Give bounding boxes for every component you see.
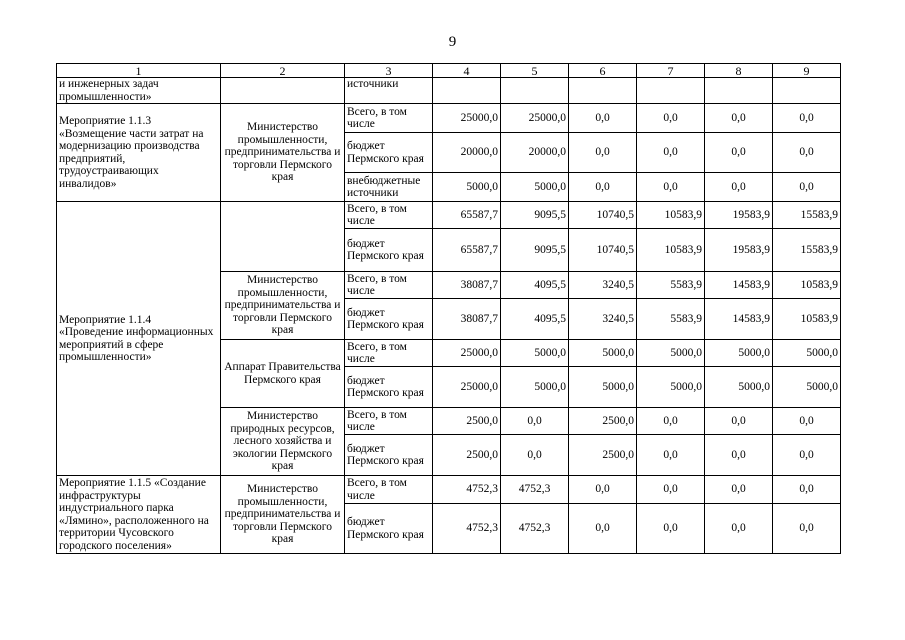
value-cell: 4752,3 — [433, 504, 501, 554]
empty-cell — [705, 78, 773, 104]
value-cell: 4752,3 — [433, 476, 501, 504]
value-cell: 0,0 — [637, 104, 705, 133]
value-cell: 4752,3 — [501, 476, 569, 504]
value-cell: 4752,3 — [501, 504, 569, 554]
value-cell: 4095,5 — [501, 299, 569, 340]
value-cell: 65587,7 — [433, 229, 501, 272]
value-cell: 15583,9 — [773, 202, 841, 229]
empty-cell — [569, 78, 637, 104]
value-cell: 0,0 — [637, 133, 705, 173]
source-cell: бюджет Пермского края — [345, 133, 433, 173]
value-cell: 0,0 — [773, 504, 841, 554]
value-cell: 0,0 — [569, 504, 637, 554]
value-cell: 20000,0 — [501, 133, 569, 173]
value-cell: 0,0 — [569, 476, 637, 504]
header-cell: 8 — [705, 64, 773, 78]
value-cell: 14583,9 — [705, 299, 773, 340]
value-cell: 0,0 — [705, 435, 773, 476]
value-cell: 0,0 — [501, 408, 569, 435]
header-cell: 4 — [433, 64, 501, 78]
value-cell: 0,0 — [773, 435, 841, 476]
value-cell: 2500,0 — [569, 408, 637, 435]
value-cell: 4095,5 — [501, 272, 569, 299]
source-cell: Всего, в том числе — [345, 104, 433, 133]
value-cell: 0,0 — [773, 408, 841, 435]
source-cell: внебюджетные источники — [345, 173, 433, 202]
value-cell: 0,0 — [637, 173, 705, 202]
value-cell: 5000,0 — [501, 367, 569, 408]
value-cell: 65587,7 — [433, 202, 501, 229]
value-cell: 9095,5 — [501, 202, 569, 229]
empty-cell — [221, 202, 345, 272]
organization-cell: Аппарат Правительства Пермского края — [221, 340, 345, 408]
value-cell: 5000,0 — [773, 340, 841, 367]
value-cell: 25000,0 — [433, 367, 501, 408]
value-cell: 0,0 — [637, 435, 705, 476]
header-cell: 6 — [569, 64, 637, 78]
header-cell: 2 — [221, 64, 345, 78]
activity-name-cell: Мероприятие 1.1.3 «Возмещение части затрат на модернизацию производства предприятий, трудоустраивающих инвалидов» — [57, 104, 221, 202]
source-cell: Всего, в том числе — [345, 272, 433, 299]
value-cell: 0,0 — [705, 476, 773, 504]
value-cell: 19583,9 — [705, 202, 773, 229]
value-cell: 10583,9 — [773, 299, 841, 340]
value-cell: 5000,0 — [705, 340, 773, 367]
empty-cell — [637, 78, 705, 104]
value-cell: 2500,0 — [569, 435, 637, 476]
empty-cell — [221, 78, 345, 104]
source-cell: Всего, в том числе — [345, 408, 433, 435]
value-cell: 38087,7 — [433, 272, 501, 299]
value-cell: 0,0 — [773, 476, 841, 504]
table-row — [57, 202, 841, 229]
value-cell: 5000,0 — [569, 340, 637, 367]
value-cell: 3240,5 — [569, 272, 637, 299]
value-cell: 0,0 — [773, 173, 841, 202]
header-cell: 5 — [501, 64, 569, 78]
value-cell: 5000,0 — [501, 173, 569, 202]
value-cell: 3240,5 — [569, 299, 637, 340]
source-cell: бюджет Пермского края — [345, 367, 433, 408]
value-cell: 0,0 — [773, 133, 841, 173]
value-cell: 0,0 — [569, 133, 637, 173]
value-cell: 5000,0 — [433, 173, 501, 202]
value-cell: 25000,0 — [433, 340, 501, 367]
value-cell: 0,0 — [569, 173, 637, 202]
organization-cell: Министерство природных ресурсов, лесного хозяйства и экологии Пермского края — [221, 408, 345, 476]
activity-name-cell: Мероприятие 1.1.4 «Проведение информационных мероприятий в сфере промышленности» — [57, 202, 221, 476]
source-cell: бюджет Пермского края — [345, 299, 433, 340]
table-row — [57, 104, 841, 133]
value-cell: 0,0 — [773, 104, 841, 133]
empty-cell — [433, 78, 501, 104]
value-cell: 0,0 — [705, 408, 773, 435]
source-cell: бюджет Пермского края — [345, 229, 433, 272]
value-cell: 10740,5 — [569, 202, 637, 229]
value-cell: 5583,9 — [637, 272, 705, 299]
value-cell: 10583,9 — [637, 202, 705, 229]
value-cell: 0,0 — [569, 104, 637, 133]
source-cell: источники — [345, 78, 433, 104]
value-cell: 0,0 — [501, 435, 569, 476]
source-cell: Всего, в том числе — [345, 340, 433, 367]
empty-cell — [773, 78, 841, 104]
value-cell: 0,0 — [705, 173, 773, 202]
value-cell: 0,0 — [637, 504, 705, 554]
source-cell: бюджет Пермского края — [345, 504, 433, 554]
organization-cell: Министерство промышленности, предпринимательства и торговли Пермского края — [221, 272, 345, 340]
table-row — [57, 476, 841, 504]
value-cell: 38087,7 — [433, 299, 501, 340]
value-cell: 5583,9 — [637, 299, 705, 340]
value-cell: 2500,0 — [433, 408, 501, 435]
source-cell: Всего, в том числе — [345, 476, 433, 504]
page-number: 9 — [448, 34, 457, 50]
value-cell: 0,0 — [637, 408, 705, 435]
organization-cell: Министерство промышленности, предпринимательства и торговли Пермского края — [221, 476, 345, 554]
budget-table — [56, 63, 841, 554]
value-cell: 2500,0 — [433, 435, 501, 476]
table-row — [57, 78, 841, 104]
header-cell: 1 — [57, 64, 221, 78]
activity-name-cell: Мероприятие 1.1.5 «Создание инфраструктуры индустриального парка «Лямино», расположенного на территории Чусовского городского поселения» — [57, 476, 221, 554]
header-cell: 9 — [773, 64, 841, 78]
value-cell: 0,0 — [637, 476, 705, 504]
value-cell: 25000,0 — [501, 104, 569, 133]
value-cell: 5000,0 — [773, 367, 841, 408]
value-cell: 14583,9 — [705, 272, 773, 299]
source-cell: бюджет Пермского края — [345, 435, 433, 476]
value-cell: 20000,0 — [433, 133, 501, 173]
organization-cell: Министерство промышленности, предпринимательства и торговли Пермского края — [221, 104, 345, 202]
value-cell: 0,0 — [705, 504, 773, 554]
value-cell: 10740,5 — [569, 229, 637, 272]
value-cell: 5000,0 — [501, 340, 569, 367]
value-cell: 15583,9 — [773, 229, 841, 272]
value-cell: 0,0 — [705, 133, 773, 173]
empty-cell — [501, 78, 569, 104]
value-cell: 5000,0 — [569, 367, 637, 408]
value-cell: 19583,9 — [705, 229, 773, 272]
header-cell: 7 — [637, 64, 705, 78]
header-cell: 3 — [345, 64, 433, 78]
activity-name-cell: и инженерных задач промышленности» — [57, 78, 221, 104]
value-cell: 10583,9 — [637, 229, 705, 272]
value-cell: 0,0 — [705, 104, 773, 133]
value-cell: 5000,0 — [637, 367, 705, 408]
value-cell: 25000,0 — [433, 104, 501, 133]
value-cell: 9095,5 — [501, 229, 569, 272]
value-cell: 5000,0 — [705, 367, 773, 408]
header-row — [57, 64, 841, 78]
value-cell: 5000,0 — [637, 340, 705, 367]
source-cell: Всего, в том числе — [345, 202, 433, 229]
value-cell: 10583,9 — [773, 272, 841, 299]
